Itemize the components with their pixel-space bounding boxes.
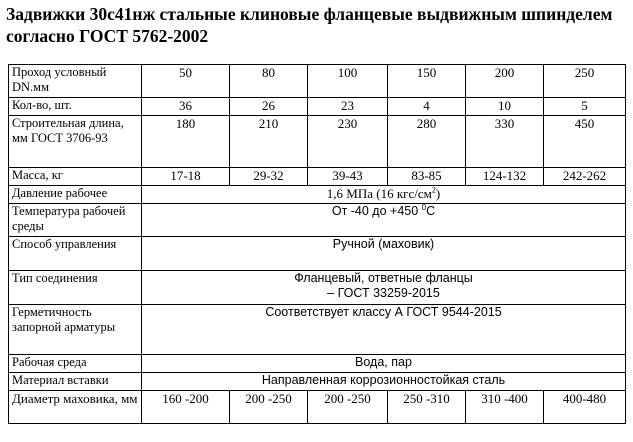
row-label: Диаметр маховика, мм [9, 391, 142, 424]
cell: 36 [142, 98, 230, 116]
row-label: Проход условный DN.мм [9, 65, 142, 98]
row-label: Температура рабочей среды [9, 204, 142, 237]
cell: 39-43 [308, 168, 388, 186]
cell: 330 [466, 116, 544, 168]
table-row [9, 204, 626, 237]
cell: 250 -310 [388, 391, 466, 424]
cell: 180 [142, 116, 230, 168]
spec-table [8, 64, 626, 424]
cell: 83-85 [388, 168, 466, 186]
cell: 80 [230, 65, 308, 98]
cell: 160 -200 [142, 391, 230, 424]
row-label: Способ управления [9, 237, 142, 271]
table-row [9, 98, 626, 116]
row-label: Масса, кг [9, 168, 142, 186]
cell: 4 [388, 98, 466, 116]
row-label: Материал вставки [9, 373, 142, 391]
cell: 50 [142, 65, 230, 98]
cell: 280 [388, 116, 466, 168]
cell: 400-480 [544, 391, 626, 424]
cell: 200 [466, 65, 544, 98]
cell: 242-262 [544, 168, 626, 186]
table-row [9, 391, 626, 424]
cell: 230 [308, 116, 388, 168]
cell: 310 -400 [466, 391, 544, 424]
cell: 23 [308, 98, 388, 116]
temperature-value: От -40 до +450 $^0$С [142, 204, 626, 237]
row-label: Давление рабочее [9, 186, 142, 204]
cell: 17-18 [142, 168, 230, 186]
cell: 124-132 [466, 168, 544, 186]
cell: 200 -250 [308, 391, 388, 424]
cell: 26 [230, 98, 308, 116]
cell: 5 [544, 98, 626, 116]
cell: 10 [466, 98, 544, 116]
table-row [9, 271, 626, 305]
table-row [9, 237, 626, 271]
table-row [9, 186, 626, 204]
table-row [9, 373, 626, 391]
cell: 150 [388, 65, 466, 98]
cell: 29-32 [230, 168, 308, 186]
row-label: Рабочая среда [9, 355, 142, 373]
table-row [9, 168, 626, 186]
table-row [9, 355, 626, 373]
cell: 210 [230, 116, 308, 168]
connection-value: Фланцевый, ответные фланцы – ГОСТ 33259-2015 [142, 271, 626, 305]
page-title: Задвижки 30с41нж стальные клиновые фланцевые выдвижным шпинделем согласно ГОСТ 5762-2002 [6, 4, 613, 46]
cell: 200 -250 [230, 391, 308, 424]
cell: 450 [544, 116, 626, 168]
row-label: Кол-во, шт. [9, 98, 142, 116]
pressure-value: 1,6 МПа (16 кгс/$см^2$) [142, 186, 626, 204]
medium-value: Вода, пар [142, 355, 626, 373]
table-row [9, 116, 626, 168]
cell: 100 [308, 65, 388, 98]
tightness-value: Соответствует классу А ГОСТ 9544-2015 [142, 305, 626, 355]
table-row [9, 65, 626, 98]
control-value: Ручной (маховик) [142, 237, 626, 271]
table-row [9, 305, 626, 355]
row-label: Тип соединения [9, 271, 142, 305]
cell: 250 [544, 65, 626, 98]
insert-value: Направленная коррозионностойкая сталь [142, 373, 626, 391]
row-label: Герметичность запорной арматуры [9, 305, 142, 355]
row-label: Строительная длина, мм ГОСТ 3706-93 [9, 116, 142, 168]
